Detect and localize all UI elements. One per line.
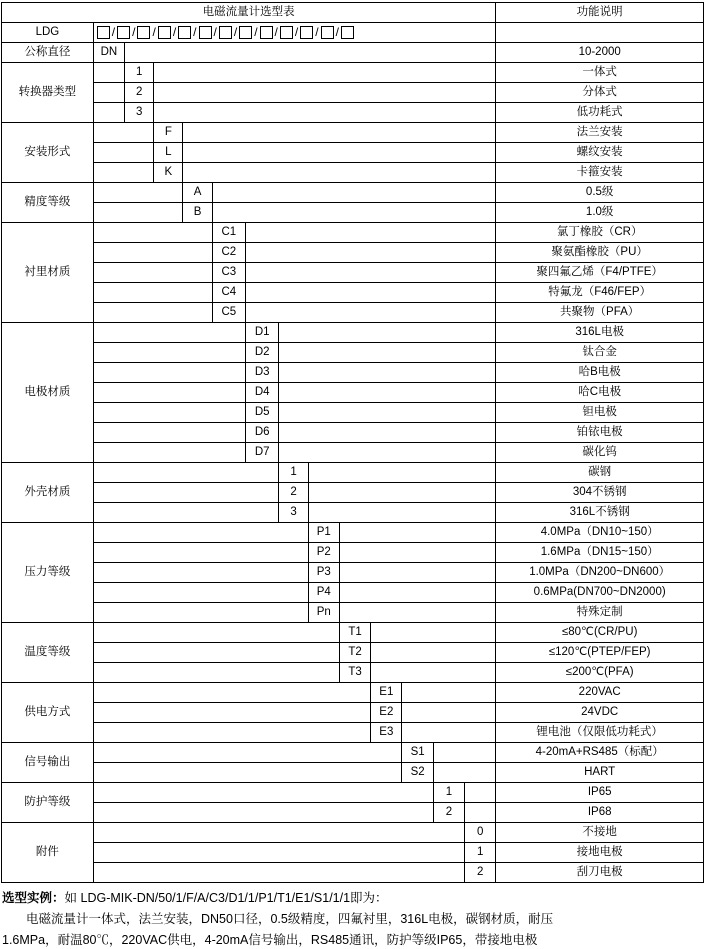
spacer-cell — [308, 503, 496, 523]
code-box[interactable] — [321, 26, 334, 39]
table-row-temperature-3 — [2, 663, 704, 683]
table-row-pressure-1 — [2, 523, 704, 543]
row-label-temperature-class: 温度等级 — [2, 623, 94, 683]
spacer-cell — [279, 323, 496, 343]
code-protection-1[interactable]: 1 — [433, 783, 464, 803]
code-electrode-6[interactable]: D6 — [246, 423, 279, 443]
row-label-converter-type: 转换器类型 — [2, 63, 94, 123]
code-power-2[interactable]: E2 — [371, 703, 402, 723]
spacer-cell — [465, 783, 496, 803]
desc-electrode-2: 钛合金 — [496, 343, 704, 363]
spacer-cell — [93, 623, 339, 643]
spacer-cell — [93, 503, 279, 523]
spacer-cell — [339, 563, 495, 583]
spacer-cell — [93, 323, 245, 343]
code-mounting-3[interactable]: K — [154, 163, 183, 183]
spacer-cell — [93, 803, 433, 823]
table-row-mounting-1 — [2, 123, 704, 143]
desc-temperature-1: ≤80℃(CR/PU) — [496, 623, 704, 643]
code-power-1[interactable]: E1 — [371, 683, 402, 703]
spacer-cell — [93, 603, 308, 623]
code-accuracy-1[interactable]: A — [183, 183, 212, 203]
spacer-cell — [93, 683, 370, 703]
spacer-cell — [93, 183, 183, 203]
slash-separator: / — [172, 26, 177, 40]
model-box-sequence — [93, 23, 496, 43]
table-row-mounting-3 — [2, 163, 704, 183]
spacer-cell — [93, 863, 464, 883]
footer-example: 如 LDG-MIK-DN/50/1/F/A/C3/D1/1/P1/T1/E1/S1/1/1即为： — [65, 891, 388, 905]
table-row-pressure-5 — [2, 603, 704, 623]
spacer-cell — [279, 343, 496, 363]
code-electrode-2[interactable]: D2 — [246, 343, 279, 363]
spacer-cell — [93, 223, 212, 243]
code-accessory-2[interactable]: 1 — [465, 843, 496, 863]
desc-pressure-5: 特殊定制 — [496, 603, 704, 623]
desc-lining-1: 氯丁橡胶（CR） — [496, 223, 704, 243]
desc-converter-type-3: 低功耗式 — [496, 103, 704, 123]
desc-protection-2: IP68 — [496, 803, 704, 823]
table-row-accuracy-1 — [2, 183, 704, 203]
code-box[interactable] — [199, 26, 212, 39]
model-prefix: LDG — [2, 23, 94, 43]
spacer-cell — [308, 463, 496, 483]
code-signal-2[interactable]: S2 — [402, 763, 433, 783]
spacer-cell — [246, 303, 496, 323]
table-row-accessory-3 — [2, 863, 704, 883]
spacer-cell — [93, 403, 245, 423]
code-accessory-1[interactable]: 0 — [465, 823, 496, 843]
spacer-cell — [93, 243, 212, 263]
table-row-protection-2 — [2, 803, 704, 823]
code-lining-2[interactable]: C2 — [212, 243, 245, 263]
code-electrode-4[interactable]: D4 — [246, 383, 279, 403]
code-box[interactable] — [178, 26, 191, 39]
spacer-cell — [93, 283, 212, 303]
code-power-3[interactable]: E3 — [371, 723, 402, 743]
table-row-nominal-diameter — [2, 43, 704, 63]
spacer-cell — [279, 423, 496, 443]
slash-separator: / — [253, 26, 258, 40]
box-sequence-inner — [94, 26, 496, 40]
desc-pressure-2: 1.6MPa（DN15~150） — [496, 543, 704, 563]
table-row-signal-1 — [2, 743, 704, 763]
desc-signal-2: HART — [496, 763, 704, 783]
spacer-cell — [402, 703, 496, 723]
desc-electrode-6: 铂铱电极 — [496, 423, 704, 443]
code-box[interactable] — [158, 26, 171, 39]
code-housing-1[interactable]: 1 — [279, 463, 308, 483]
code-pressure-5[interactable]: Pn — [308, 603, 339, 623]
selection-form-sheet — [0, 2, 705, 918]
table-row-mounting-2 — [2, 143, 704, 163]
table-row-power-1 — [2, 683, 704, 703]
desc-pressure-4: 0.6MPa(DN700~DN2000) — [496, 583, 704, 603]
desc-temperature-2: ≤120℃(PTEP/FEP) — [496, 643, 704, 663]
spacer-cell — [93, 463, 279, 483]
spacer-cell — [371, 663, 496, 683]
table-row-lining-5 — [2, 303, 704, 323]
table-row-accessory-2 — [2, 843, 704, 863]
code-box[interactable] — [300, 26, 313, 39]
table-row-electrode-3 — [2, 363, 704, 383]
desc-mounting-2: 螺纹安装 — [496, 143, 704, 163]
spacer-cell — [93, 483, 279, 503]
code-box[interactable] — [341, 26, 354, 39]
table-row-electrode-7 — [2, 443, 704, 463]
code-pressure-4[interactable]: P4 — [308, 583, 339, 603]
spacer-cell — [93, 783, 433, 803]
table-row-housing-2 — [2, 483, 704, 503]
spacer-cell — [93, 823, 464, 843]
table-row-accessory-1 — [2, 823, 704, 843]
spacer-cell — [93, 163, 153, 183]
spacer-cell — [93, 583, 308, 603]
desc-pressure-3: 1.0MPa（DN200~DN600） — [496, 563, 704, 583]
function-header: 功能说明 — [496, 3, 704, 23]
table-title-row — [2, 3, 704, 23]
spacer-cell — [402, 683, 496, 703]
table-row-converter-type-3 — [2, 103, 704, 123]
desc-power-1: 220VAC — [496, 683, 704, 703]
desc-pressure-1: 4.0MPa（DN10~150） — [496, 523, 704, 543]
table-row-electrode-4 — [2, 383, 704, 403]
spacer-cell — [279, 403, 496, 423]
code-housing-2[interactable]: 2 — [279, 483, 308, 503]
footer-example-line — [2, 889, 705, 908]
desc-signal-1: 4-20mA+RS485（标配） — [496, 743, 704, 763]
slash-separator: / — [294, 26, 299, 40]
code-lining-1[interactable]: C1 — [212, 223, 245, 243]
row-label-accessory: 附件 — [2, 823, 94, 883]
slash-separator: / — [192, 26, 197, 40]
spacer-cell — [371, 643, 496, 663]
spacer-cell — [371, 623, 496, 643]
spacer-cell — [93, 443, 245, 463]
desc-accuracy-2: 1.0级 — [496, 203, 704, 223]
code-converter-type-2[interactable]: 2 — [125, 83, 154, 103]
table-row-pressure-2 — [2, 543, 704, 563]
table-row-signal-2 — [2, 763, 704, 783]
footer-lead: 选型实例： — [2, 891, 65, 905]
spacer-cell — [93, 523, 308, 543]
spacer-cell — [93, 543, 308, 563]
table-row-power-2 — [2, 703, 704, 723]
desc-electrode-3: 哈B电极 — [496, 363, 704, 383]
code-lining-5[interactable]: C5 — [212, 303, 245, 323]
table-row-electrode-6 — [2, 423, 704, 443]
code-lining-4[interactable]: C4 — [212, 283, 245, 303]
slash-separator: / — [111, 26, 116, 40]
desc-electrode-5: 钽电极 — [496, 403, 704, 423]
code-box[interactable] — [239, 26, 252, 39]
spacer-cell — [402, 723, 496, 743]
spacer-cell — [339, 523, 495, 543]
desc-housing-3: 316L不锈钢 — [496, 503, 704, 523]
spacer-cell — [93, 703, 370, 723]
code-electrode-7[interactable]: D7 — [246, 443, 279, 463]
code-housing-3[interactable]: 3 — [279, 503, 308, 523]
code-lining-3[interactable]: C3 — [212, 263, 245, 283]
desc-accuracy-1: 0.5级 — [496, 183, 704, 203]
table-row-converter-type-1 — [2, 63, 704, 83]
spacer-cell — [154, 103, 496, 123]
spacer-cell — [154, 83, 496, 103]
footer-detail-line-2: 1.6MPa，耐温80℃，220VAC供电，4-20mA信号输出，RS485通讯，防护等级IP65，带接地电极 — [2, 931, 705, 949]
row-label-power-supply: 供电方式 — [2, 683, 94, 743]
code-electrode-3[interactable]: D3 — [246, 363, 279, 383]
code-accessory-3[interactable]: 2 — [465, 863, 496, 883]
table-row-lining-2 — [2, 243, 704, 263]
slash-separator: / — [233, 26, 238, 40]
desc-accessory-2: 接地电极 — [496, 843, 704, 863]
spacer-cell — [93, 423, 245, 443]
row-label-housing-material: 外壳材质 — [2, 463, 94, 523]
slash-separator: / — [151, 26, 156, 40]
spacer-cell — [93, 343, 245, 363]
desc-accessory-3: 刮刀电极 — [496, 863, 704, 883]
code-box[interactable] — [260, 26, 273, 39]
spacer-cell — [433, 743, 496, 763]
table-row-electrode-1 — [2, 323, 704, 343]
code-temperature-2[interactable]: T2 — [339, 643, 370, 663]
desc-power-2: 24VDC — [496, 703, 704, 723]
desc-housing-2: 304不锈钢 — [496, 483, 704, 503]
desc-protection-1: IP65 — [496, 783, 704, 803]
slash-separator: / — [314, 26, 319, 40]
spacer-cell — [279, 383, 496, 403]
code-nominal-diameter[interactable]: DN — [93, 43, 124, 63]
desc-lining-4: 特氟龙（F46/FEP） — [496, 283, 704, 303]
code-signal-1[interactable]: S1 — [402, 743, 433, 763]
desc-electrode-1: 316L电极 — [496, 323, 704, 343]
code-box[interactable] — [137, 26, 150, 39]
desc-mounting-3: 卡箍安装 — [496, 163, 704, 183]
model-selection-table — [1, 2, 704, 883]
table-row-electrode-5 — [2, 403, 704, 423]
table-row-lining-4 — [2, 283, 704, 303]
row-label-accuracy-class: 精度等级 — [2, 183, 94, 223]
spacer-cell — [154, 63, 496, 83]
spacer-cell — [93, 143, 153, 163]
spacer-cell — [93, 123, 153, 143]
spacer-cell — [93, 83, 124, 103]
spacer-cell — [246, 283, 496, 303]
spacer-cell — [93, 263, 212, 283]
table-row-housing-1 — [2, 463, 704, 483]
spacer-cell — [279, 363, 496, 383]
desc-mounting-1: 法兰安装 — [496, 123, 704, 143]
spacer-cell — [93, 563, 308, 583]
slash-separator: / — [131, 26, 136, 40]
table-row-temperature-1 — [2, 623, 704, 643]
code-pressure-3[interactable]: P3 — [308, 563, 339, 583]
desc-electrode-7: 碳化钨 — [496, 443, 704, 463]
code-electrode-5[interactable]: D5 — [246, 403, 279, 423]
code-mounting-2[interactable]: L — [154, 143, 183, 163]
table-row-lining-3 — [2, 263, 704, 283]
row-label-mounting-form: 安装形式 — [2, 123, 94, 183]
table-row-protection-1 — [2, 783, 704, 803]
spacer-cell — [308, 483, 496, 503]
desc-temperature-3: ≤200℃(PFA) — [496, 663, 704, 683]
table-row-electrode-2 — [2, 343, 704, 363]
row-label-electrode-material: 电极材质 — [2, 323, 94, 463]
spacer-cell — [93, 383, 245, 403]
form-title: 电磁流量计选型表 — [2, 3, 496, 23]
spacer-cell — [93, 643, 339, 663]
spacer-cell — [93, 63, 124, 83]
table-row-pressure-4 — [2, 583, 704, 603]
spacer-cell — [246, 223, 496, 243]
spacer-cell — [246, 243, 496, 263]
table-row-accuracy-2 — [2, 203, 704, 223]
spacer-cell — [93, 743, 402, 763]
spacer-cell — [125, 43, 496, 63]
spacer-cell — [93, 663, 339, 683]
desc-converter-type-1: 一体式 — [496, 63, 704, 83]
code-box[interactable] — [219, 26, 232, 39]
spacer-cell — [93, 723, 370, 743]
desc-lining-2: 聚氨酯橡胶（PU） — [496, 243, 704, 263]
desc-power-3: 锂电池（仅限低功耗式） — [496, 723, 704, 743]
table-row-power-3 — [2, 723, 704, 743]
spacer-cell — [93, 763, 402, 783]
desc-nominal-diameter: 10-2000 — [496, 43, 704, 63]
code-temperature-1[interactable]: T1 — [339, 623, 370, 643]
row-label-signal-output: 信号输出 — [2, 743, 94, 783]
spacer-cell — [465, 803, 496, 823]
code-box[interactable] — [97, 26, 110, 39]
model-code-desc-blank — [496, 23, 704, 43]
code-converter-type-3[interactable]: 3 — [125, 103, 154, 123]
desc-housing-1: 碳钢 — [496, 463, 704, 483]
table-row-temperature-2 — [2, 643, 704, 663]
spacer-cell — [339, 583, 495, 603]
table-row-housing-3 — [2, 503, 704, 523]
footer-notes — [2, 889, 705, 949]
spacer-cell — [433, 763, 496, 783]
spacer-cell — [339, 603, 495, 623]
spacer-cell — [212, 203, 496, 223]
spacer-cell — [93, 203, 183, 223]
slash-separator: / — [274, 26, 279, 40]
spacer-cell — [93, 303, 212, 323]
row-label-lining-material: 衬里材质 — [2, 223, 94, 323]
code-electrode-1[interactable]: D1 — [246, 323, 279, 343]
spacer-cell — [183, 123, 496, 143]
code-mounting-1[interactable]: F — [154, 123, 183, 143]
code-pressure-1[interactable]: P1 — [308, 523, 339, 543]
spacer-cell — [212, 183, 496, 203]
code-temperature-3[interactable]: T3 — [339, 663, 370, 683]
row-label-nominal-diameter: 公称直径 — [2, 43, 94, 63]
slash-separator: / — [335, 26, 340, 40]
code-protection-2[interactable]: 2 — [433, 803, 464, 823]
desc-accessory-1: 不接地 — [496, 823, 704, 843]
desc-converter-type-2: 分体式 — [496, 83, 704, 103]
table-row-converter-type-2 — [2, 83, 704, 103]
model-code-row — [2, 23, 704, 43]
slash-separator: / — [213, 26, 218, 40]
code-accuracy-2[interactable]: B — [183, 203, 212, 223]
row-label-pressure-class: 压力等级 — [2, 523, 94, 623]
row-label-protection-class: 防护等级 — [2, 783, 94, 823]
table-row-lining-1 — [2, 223, 704, 243]
spacer-cell — [93, 103, 124, 123]
code-box[interactable] — [117, 26, 130, 39]
spacer-cell — [339, 543, 495, 563]
spacer-cell — [246, 263, 496, 283]
code-converter-type-1[interactable]: 1 — [125, 63, 154, 83]
footer-detail-line-1: 电磁流量计一体式，法兰安装，DN50口径，0.5级精度，四氟衬里，316L电极，碳钢材质，耐压 — [2, 910, 705, 929]
spacer-cell — [93, 363, 245, 383]
spacer-cell — [279, 443, 496, 463]
code-pressure-2[interactable]: P2 — [308, 543, 339, 563]
desc-electrode-4: 哈C电极 — [496, 383, 704, 403]
spacer-cell — [183, 163, 496, 183]
desc-lining-3: 聚四氟乙烯（F4/PTFE） — [496, 263, 704, 283]
desc-lining-5: 共聚物（PFA） — [496, 303, 704, 323]
table-row-pressure-3 — [2, 563, 704, 583]
spacer-cell — [183, 143, 496, 163]
spacer-cell — [93, 843, 464, 863]
code-box[interactable] — [280, 26, 293, 39]
